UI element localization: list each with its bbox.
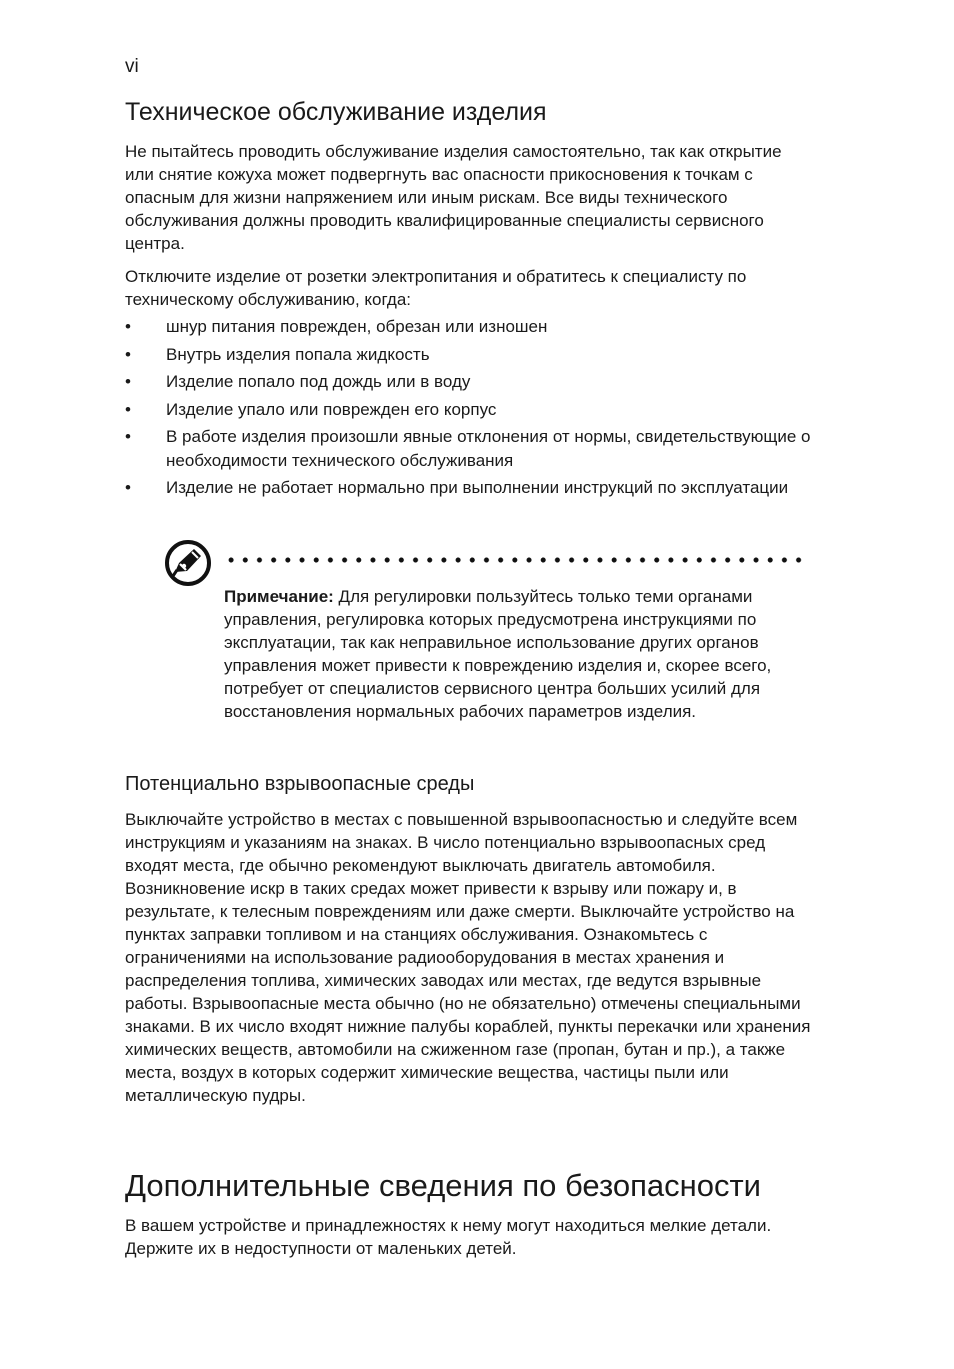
maintenance-bullet-list [125,315,815,504]
note-label: Примечание: [224,587,334,606]
bullet-icon: • [125,372,131,391]
list-item: • Изделие не работает нормально при выполнении инструкций по эксплуатации [125,476,815,500]
bullet-icon: • [125,399,131,419]
list-item: • Изделие упало или поврежден его корпус [125,398,815,422]
note-divider [224,557,810,563]
explosive-paragraph: Выключайте устройство в местах с повышенной взрывоопасностью и следуйте всем инструкциям и указаниям на знаках. В число потенциально взрывоопасных сред входят места, где обычно рекомендуют выключать двигатель автомобиля. Возникновение искр в таких средах может привести к взрыву или пожару и, в результате, к телесным повреждениям или даже смерти. Выключайте устройство на пунктах заправки топливом и на станциях обслуживания. Ознакомьтесь с ограничениями на использование радиооборудования в местах хранения и распределения топлива, химических заводах или местах, где ведутся взрывные работы. Взрывоопасные места обычно (но не обязательно) отмечены специальными знаками. В их число входят нижние палубы кораблей, пункты перекачки или хранения химических веществ, автомобили на сжиженном газе (пропан, бутан и пр.), а также места, воздух в которых содержит химические вещества, частицы пыли или металлическую пудры. [125,810,811,1105]
note-body: Для регулировки пользуйтесь только теми органами управления, регулировка которых предусмотрена инструкциями по эксплуатации, так как неправильное использование других органов управления может привести к повреждению изделия и, скорее всего, потребует от специалистов сервисного центра больших усилий для восстановления нормальных рабочих параметров изделия. [224,587,772,721]
list-item: • Изделие попало под дождь или в воду [125,370,815,394]
list-item: • В работе изделия произошли явные отклонения от нормы, свидетельствующие о необходимости технического обслуживания [125,427,811,470]
maintenance-paragraph-2: Отключите изделие от розетки электропитания и обратитесь к специалисту по техническому обслуживанию, когда: [125,267,747,309]
list-item: • шнур питания поврежден, обрезан или изношен [125,315,815,339]
bullet-icon: • [125,344,131,364]
bullet-icon: • [125,478,131,497]
list-item: • Внутрь изделия попала жидкость [125,343,815,367]
note-pencil-icon [164,539,212,587]
page-number: vi [125,56,139,77]
section-title-explosive: Потенциально взрывоопасные среды [125,773,475,795]
section-title-additional-safety: Дополнительные сведения по безопасности [125,1168,761,1203]
section-title-maintenance: Техническое обслуживание изделия [125,98,547,126]
bullet-icon: • [125,317,131,336]
bullet-icon: • [125,427,131,446]
additional-safety-paragraph: В вашем устройстве и принадлежностях к нему могут находиться мелкие детали. Держите их в недоступности от маленьких детей. [125,1216,772,1258]
maintenance-paragraph-1: Не пытайтесь проводить обслуживание изделия самостоятельно, так как открытие или снятие кожуха может подвергнуть вас опасности прикосновения к точкам с опасным для жизни напряжением или иным рискам. Все виды технического обслуживания должны проводить квалифицированные специалисты сервисного центра. [125,142,782,253]
note-text [224,585,814,723]
